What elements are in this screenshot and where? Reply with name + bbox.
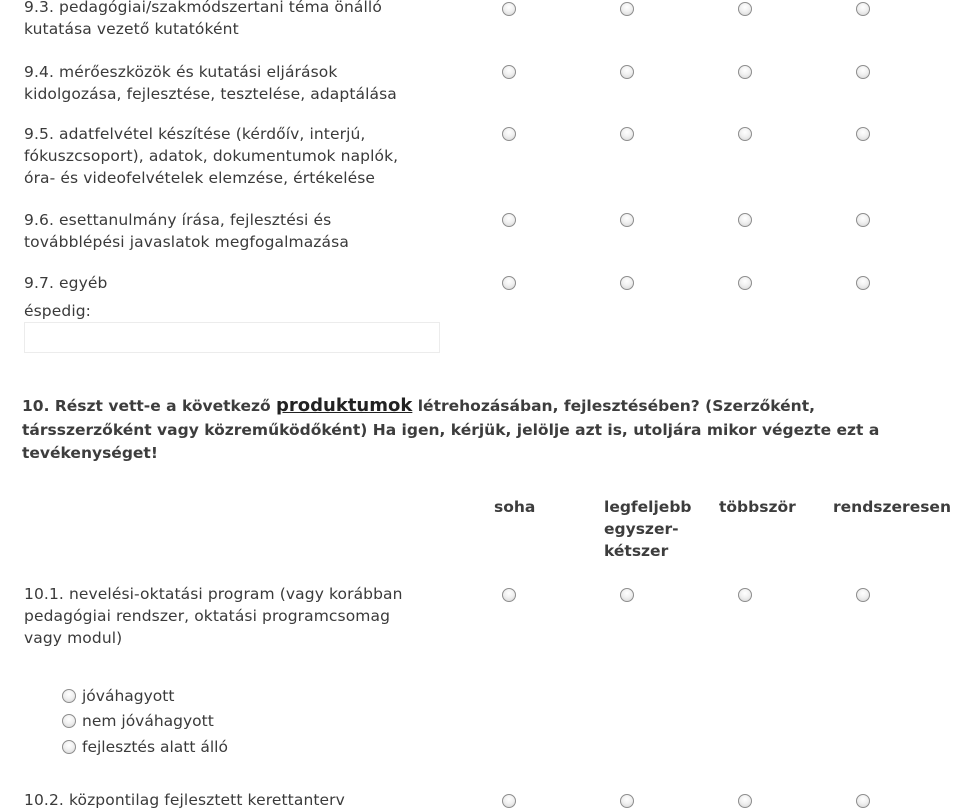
radio-10-1-legfeljebb[interactable] (620, 588, 634, 602)
radio-9-7-tobbszor[interactable] (738, 276, 752, 290)
radio-9-3-tobbszor[interactable] (738, 2, 752, 16)
radio-9-6-legfeljebb[interactable] (620, 213, 634, 227)
column-header-legfeljebb (604, 496, 692, 562)
column-header-line: kétszer (604, 542, 669, 560)
text-line: 10.2. központilag fejlesztett kerettanterv (24, 791, 345, 809)
text-line: vagy modul) (24, 629, 123, 647)
radio-9-6-tobbszor[interactable] (738, 213, 752, 227)
radio-9-5-soha[interactable] (502, 127, 516, 141)
radio-9-7-rendszeresen[interactable] (856, 276, 870, 290)
question-10 (22, 394, 942, 466)
item-9-3-label (24, 0, 454, 40)
radio-9-5-tobbszor[interactable] (738, 127, 752, 141)
item-10-2-label (24, 789, 454, 811)
radio-9-5-legfeljebb[interactable] (620, 127, 634, 141)
radio-9-3-legfeljebb[interactable] (620, 2, 634, 16)
radio-nem-jovahagyott[interactable] (62, 714, 76, 728)
radio-10-1-tobbszor[interactable] (738, 588, 752, 602)
especially-label: éspedig: (24, 302, 91, 320)
radio-10-2-rendszeresen[interactable] (856, 794, 870, 808)
radio-9-4-legfeljebb[interactable] (620, 65, 634, 79)
question-keyword: produktumok (276, 395, 413, 416)
option-label: jóváhagyott (82, 687, 175, 705)
option-label: fejlesztés alatt álló (82, 738, 228, 756)
radio-jovahagyott[interactable] (62, 689, 76, 703)
text-line: 9.5. adatfelvétel készítése (kérdőív, interjú, (24, 125, 366, 143)
item-9-4-label (24, 61, 454, 105)
question-prefix: 10. Részt vett-e a következő (22, 397, 277, 415)
radio-9-7-soha[interactable] (502, 276, 516, 290)
column-header-tobbszor: többször (719, 498, 796, 516)
column-header-line: egyszer- (604, 520, 679, 538)
radio-9-6-soha[interactable] (502, 213, 516, 227)
text-line: 9.7. egyéb (24, 274, 108, 292)
column-header-soha: soha (494, 498, 536, 516)
item-9-7-label (24, 272, 454, 294)
radio-10-2-soha[interactable] (502, 794, 516, 808)
especially-input[interactable] (24, 322, 440, 353)
text-line: fókuszcsoport), adatok, dokumentumok naplók, (24, 147, 399, 165)
item-10-1-label (24, 583, 454, 649)
column-header-rendszeresen: rendszeresen (833, 498, 951, 516)
text-line: óra- és videofelvételek elemzése, értékelése (24, 169, 376, 187)
radio-fejlesztes-alatt[interactable] (62, 740, 76, 754)
item-9-5-label (24, 123, 454, 189)
text-line: pedagógiai rendszer, oktatási programcsomag (24, 607, 391, 625)
radio-9-4-soha[interactable] (502, 65, 516, 79)
radio-9-6-rendszeresen[interactable] (856, 213, 870, 227)
text-line: 9.3. pedagógiai/szakmódszertani téma önálló (24, 0, 382, 16)
radio-9-4-rendszeresen[interactable] (856, 65, 870, 79)
radio-9-3-rendszeresen[interactable] (856, 2, 870, 16)
text-line: kidolgozása, fejlesztése, tesztelése, adaptálása (24, 85, 397, 103)
radio-10-2-legfeljebb[interactable] (620, 794, 634, 808)
radio-10-2-tobbszor[interactable] (738, 794, 752, 808)
radio-9-5-rendszeresen[interactable] (856, 127, 870, 141)
question-rest: létrehozásában, fejlesztésében? (Szerzőként, társszerzőként vagy közreműködőként) Ha igen, kérjük, jelölje azt is, utoljára mikor végezte ezt a tevékenységet! (22, 397, 880, 462)
radio-10-1-soha[interactable] (502, 588, 516, 602)
radio-9-4-tobbszor[interactable] (738, 65, 752, 79)
radio-9-7-legfeljebb[interactable] (620, 276, 634, 290)
option-label: nem jóváhagyott (82, 712, 214, 730)
column-header-line: legfeljebb (604, 498, 692, 516)
text-line: 9.6. esettanulmány írása, fejlesztési és (24, 211, 332, 229)
text-line: továbblépési javaslatok megfogalmazása (24, 233, 349, 251)
radio-9-3-soha[interactable] (502, 2, 516, 16)
text-line: 9.4. mérőeszközök és kutatási eljárások (24, 63, 338, 81)
radio-10-1-rendszeresen[interactable] (856, 588, 870, 602)
text-line: 10.1. nevelési-oktatási program (vagy korábban (24, 585, 403, 603)
text-line: kutatása vezető kutatóként (24, 20, 239, 38)
item-9-6-label (24, 209, 454, 253)
